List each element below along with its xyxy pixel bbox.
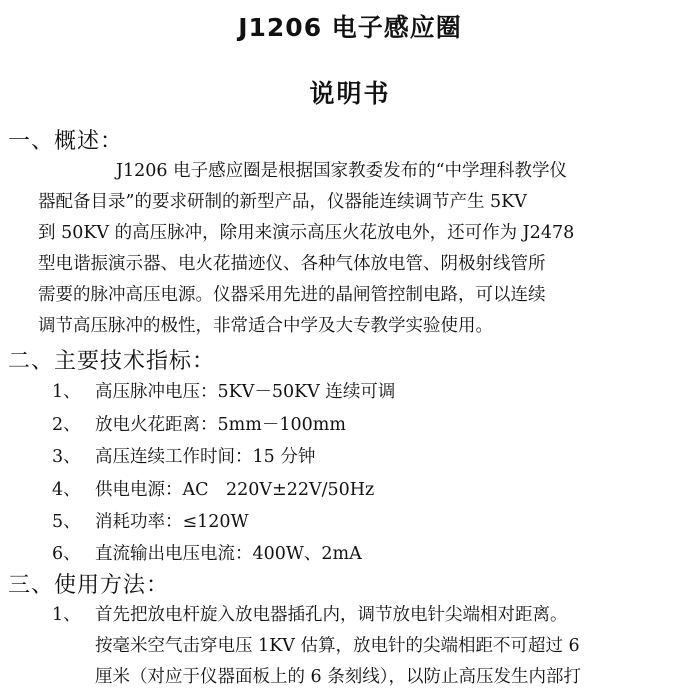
- section-heading-overview: 一、概述：: [8, 129, 124, 154]
- spec-item-number: 6、: [52, 544, 81, 564]
- overview-line: 需要的脉冲高压电源。仪器采用先进的晶闸管控制电路，可以连续: [38, 285, 546, 305]
- spec-item-number: 1、: [52, 382, 81, 402]
- overview-line: 器配备目录”的要求研制的新型产品，仪器能连续调节产生 5KV: [38, 192, 527, 212]
- section-heading-usage: 三、使用方法：: [8, 573, 170, 598]
- usage-step-first-line: [52, 600, 581, 631]
- overview-line: 到 50KV 的高压脉冲，除用来演示高压火花放电外，还可作为 J2478: [38, 223, 575, 243]
- spec-item-text: 放电火花距离：5mm－100mm: [95, 415, 346, 435]
- spec-item: [52, 411, 346, 436]
- document-title: J1206 电子感应圈: [238, 13, 462, 42]
- spec-item-text: 高压脉冲电压：5KV－50KV 连续可调: [95, 382, 396, 402]
- spec-item-text: 消耗功率：≤120W: [95, 512, 249, 532]
- document-subtitle: 说明书: [309, 79, 391, 108]
- spec-item: [52, 443, 315, 468]
- section-heading-specs: 二、主要技术指标：: [8, 349, 216, 374]
- spec-item-number: 2、: [52, 415, 81, 435]
- spec-item: [52, 476, 374, 501]
- usage-step-number: 1、: [52, 605, 81, 625]
- usage-line: 按毫米空气击穿电压 1KV 估算，放电针的尖端相距不可超过 6: [95, 636, 580, 656]
- overview-line: 调节高压脉冲的极性，非常适合中学及大专教学实验使用。: [38, 316, 493, 336]
- spec-item: [52, 508, 249, 533]
- spec-item: [52, 540, 362, 565]
- overview-line: 型电谐振演示器、电火花描迹仪、各种气体放电管、阴极射线管所: [38, 254, 546, 274]
- spec-item-text: 供电电源：AC 220V±22V/50Hz: [95, 480, 375, 500]
- spec-item-number: 3、: [52, 447, 81, 467]
- spec-item: [52, 378, 395, 403]
- usage-line: 首先把放电杆旋入放电器插孔内，调节放电针尖端相对距离。: [95, 605, 568, 625]
- usage-step: [52, 600, 581, 693]
- overview-paragraph: [38, 156, 574, 342]
- spec-item-text: 高压连续工作时间：15 分钟: [95, 447, 316, 467]
- spec-item-number: 5、: [52, 512, 81, 532]
- overview-line: J1206 电子感应圈是根据国家教委发布的“中学理科教学仪: [116, 161, 568, 181]
- spec-item-text: 直流输出电压电流：400W、2mA: [95, 544, 362, 564]
- spec-item-number: 4、: [52, 480, 81, 500]
- usage-line: 厘米（对应于仪器面板上的 6 条刻线），以防止高压发生内部打: [95, 667, 582, 687]
